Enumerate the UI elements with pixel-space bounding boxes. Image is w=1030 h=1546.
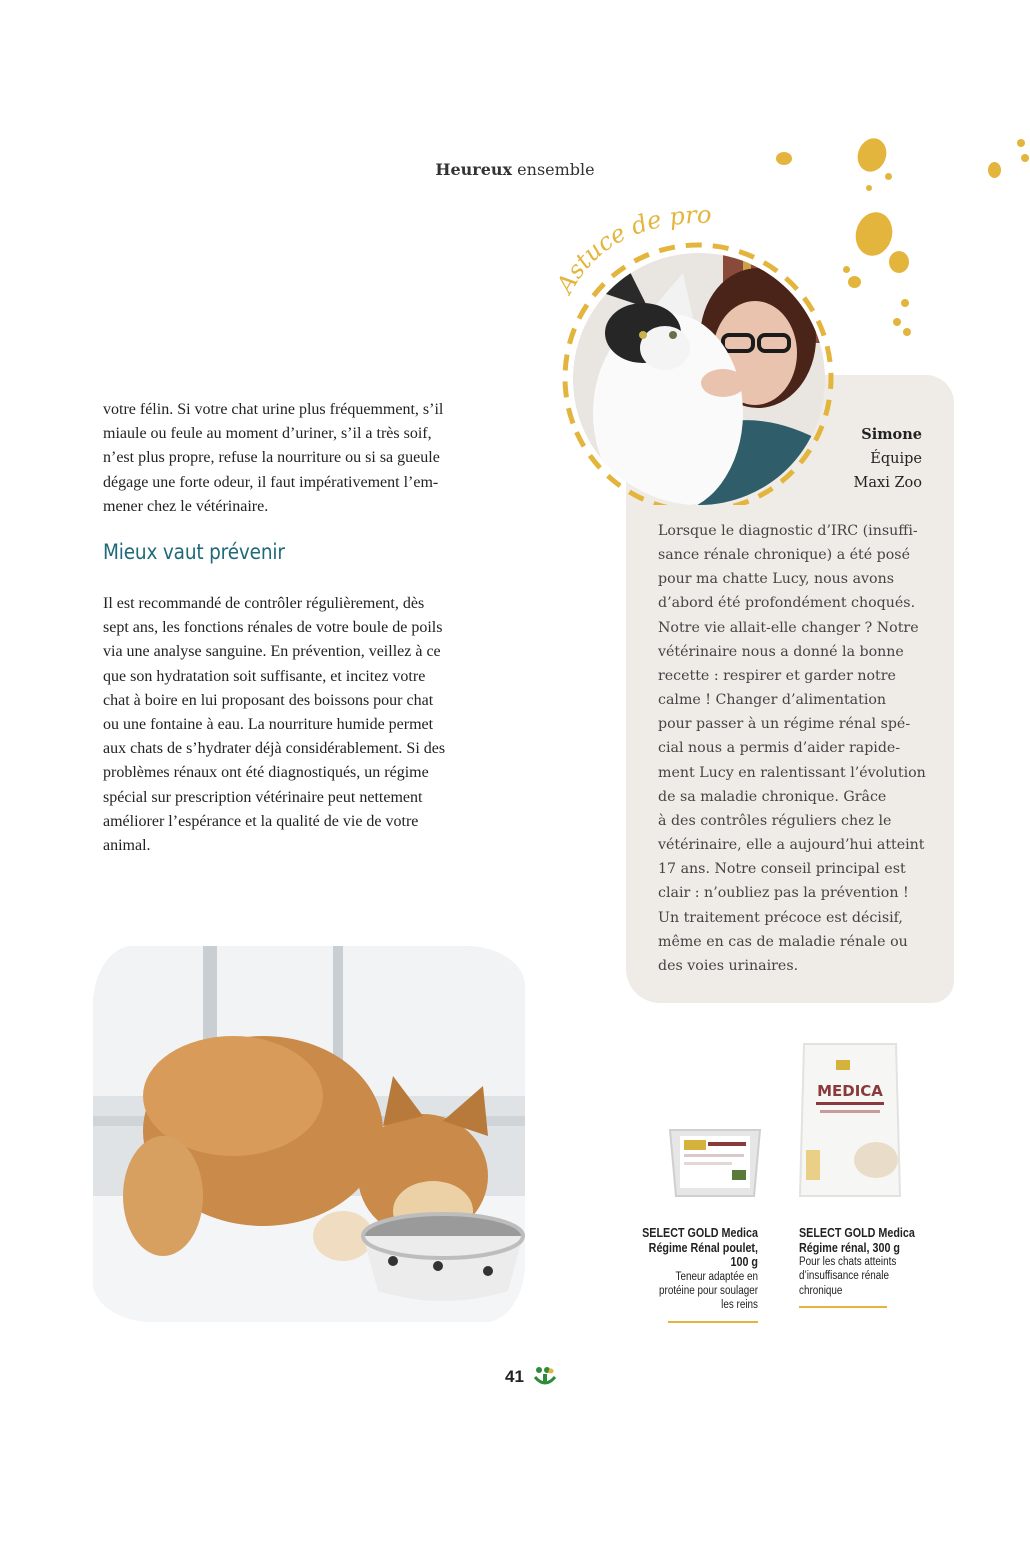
quote-line: Un traitement précoce est décisif, [658, 909, 903, 926]
text-line: que son hydratation soit suffisante, et incitez votre [103, 667, 426, 685]
text-line: améliorer l’espérance et la qualité de vie de votre [103, 812, 419, 830]
quote-line: cial nous a permis d’aider rapide- [658, 740, 901, 757]
quote-line: ment Lucy en ralentissant l’évolution [658, 764, 926, 781]
header-bold: Heureux [435, 160, 513, 179]
quote-line: Lorsque le diagnostic d’IRC (insuffi- [658, 523, 918, 539]
quote-line: recette : respirer et garder notre [658, 667, 896, 684]
quote-line: de sa maladie chronique. Grâce [658, 788, 887, 805]
quote-line: même en cas de maladie rénale ou [658, 933, 908, 950]
product-2-caption [799, 1226, 957, 1298]
product-tray-image [664, 1118, 766, 1204]
product-1-title-line: 100 g [730, 1255, 758, 1269]
cat-drinking-photo [93, 946, 525, 1322]
tip-quote [658, 519, 930, 978]
expert-credit [854, 423, 922, 495]
maxi-zoo-logo-icon [533, 1365, 557, 1389]
quote-line: sance rénale chronique) a été posé [658, 547, 910, 564]
product-2-desc-line: chronique [799, 1284, 843, 1297]
text-line: votre félin. Si votre chat urine plus fréquemment, s’il [103, 401, 444, 418]
package-brand-text: MEDICA [817, 1082, 883, 1100]
text-line: Il est recommandé de contrôler régulièrement, dès [103, 595, 425, 612]
quote-line: d’abord été profondément choqués. [658, 595, 916, 612]
page-number: 41 [505, 1367, 524, 1386]
product-1-desc-line: Teneur adaptée en [675, 1270, 758, 1283]
intro-paragraph [103, 398, 488, 519]
text-line: spécial sur prescription vétérinaire peut nettement [103, 788, 423, 806]
text-line: sept ans, les fonctions rénales de votre boule de poils [103, 619, 443, 637]
product-pouch-image [796, 1040, 904, 1202]
text-line: problèmes rénaux ont été diagnostiqués, un régime [103, 764, 429, 782]
quote-line: vétérinaire nous a donné la bonne [658, 643, 904, 660]
tip-label: Astuce de pro [550, 205, 712, 298]
text-line: aux chats de s’hydrater déjà considérablement. Si des [103, 740, 446, 758]
dashed-circle-icon [548, 205, 838, 505]
prevention-paragraph [103, 592, 488, 858]
product-2-underline [799, 1306, 887, 1308]
quote-line: 17 ans. Notre conseil principal est [658, 861, 906, 878]
expert-role-2: Maxi Zoo [853, 475, 922, 491]
product-1-title-line: Régime Rénal poulet, [648, 1240, 758, 1255]
product-1-underline [668, 1321, 758, 1323]
text-line: miaule ou feule au moment d’uriner, s’il a très soif, [103, 425, 432, 443]
product-2-title-line: SELECT GOLD Medica [799, 1226, 915, 1240]
product-2-desc-line: d’insuffisance rénale [799, 1270, 889, 1283]
text-line: n’est plus propre, refuse la nourriture ou si sa gueule [103, 449, 440, 467]
text-line: via une analyse sanguine. En prévention, veillez à ce [103, 643, 441, 661]
quote-line: calme ! Changer d’alimentation [658, 692, 887, 709]
text-line: ou une fontaine à eau. La nourriture humide permet [103, 716, 434, 734]
expert-name: Simone [861, 426, 922, 443]
quote-line: Notre vie allait-elle changer ? Notre [658, 619, 919, 636]
quote-line: vétérinaire, elle a aujourd’hui atteint [658, 837, 925, 854]
quote-line: des voies urinaires. [658, 957, 799, 974]
product-1-title-line: SELECT GOLD Medica [642, 1226, 758, 1240]
text-line: animal. [103, 837, 151, 855]
text-line: chat à boire en lui proposant des boissons pour chat [103, 691, 434, 709]
quote-line: pour passer à un régime rénal spé- [658, 716, 911, 733]
product-2-title-line: Régime rénal, 300 g [799, 1240, 900, 1255]
product-2-desc-line: Pour les chats atteints [799, 1256, 897, 1268]
quote-line: pour ma chatte Lucy, nous avons [658, 571, 895, 588]
text-line: dégage une forte odeur, il faut impérativement l’em- [103, 473, 439, 491]
product-1-desc-line: protéine pour soulager [659, 1284, 758, 1297]
expert-role-1: Équipe [870, 451, 922, 467]
product-1-caption [600, 1226, 758, 1312]
header-rest: ensemble [517, 160, 595, 179]
quote-line: à des contrôles réguliers chez le [658, 812, 892, 829]
text-line: mener chez le vétérinaire. [103, 497, 269, 515]
quote-line: clair : n’oubliez pas la prévention ! [658, 885, 909, 902]
product-1-desc-line: les reins [721, 1299, 758, 1312]
section-heading: Mieux vaut prévenir [103, 540, 285, 564]
